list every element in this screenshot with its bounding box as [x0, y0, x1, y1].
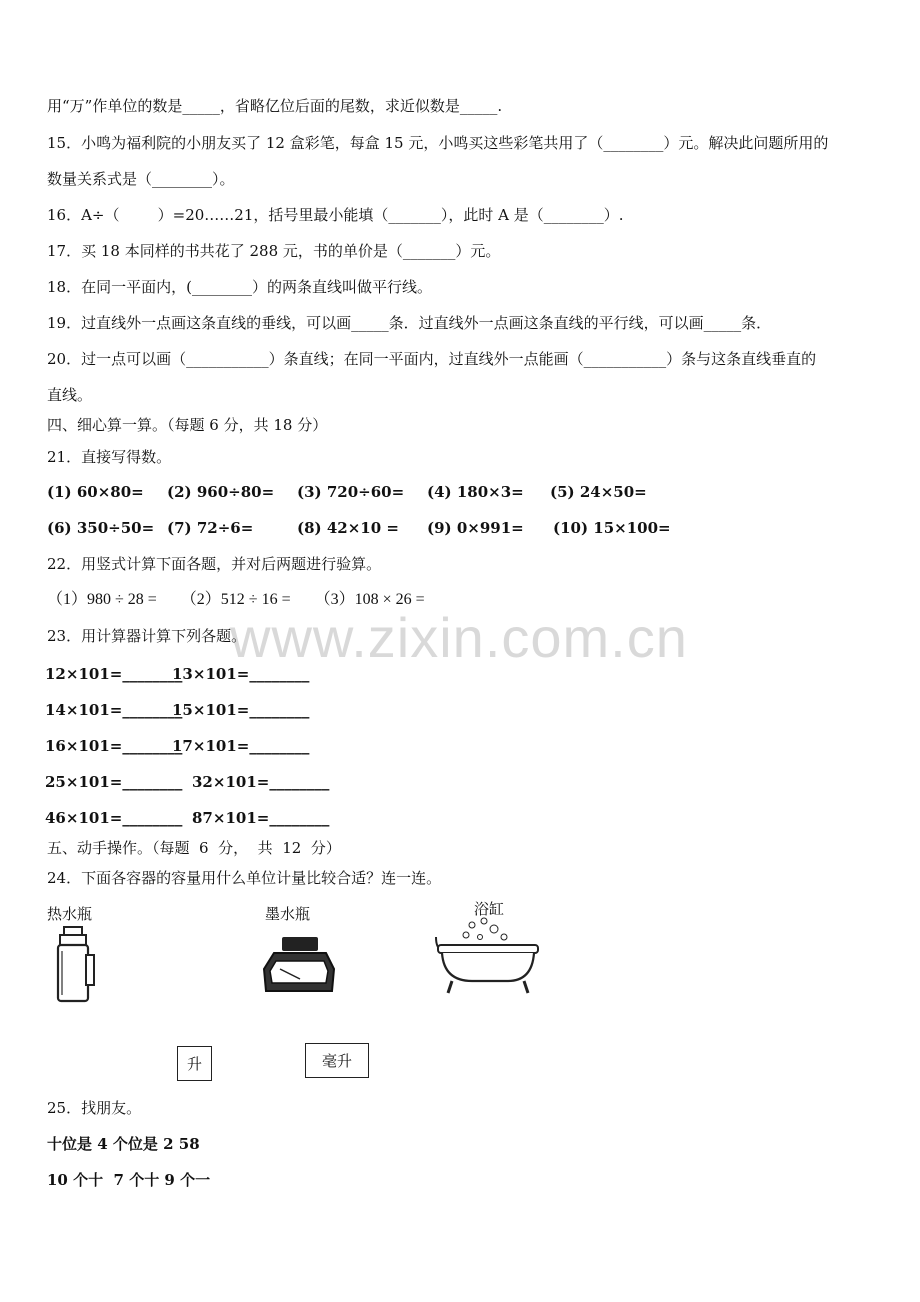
bathtub-label: 浴缸 — [474, 900, 505, 918]
q24: 24．下面各容器的容量用什么单位计量比较合适？连一连。 — [47, 869, 442, 887]
q21-item-6: (6) 350÷50= — [47, 519, 155, 537]
q21-item-1: (1) 60×80= — [47, 483, 144, 501]
q21-item-7: (7) 72÷6= — [167, 519, 254, 537]
q23-r3-c2: 17×101=________ — [172, 737, 310, 755]
ink-bottle-icon — [260, 935, 340, 995]
q20-line1: 20．过一点可以画（___________）条直线；在同一平面内，过直线外一点能画（___________）条与这条直线垂直的 — [47, 350, 817, 368]
q15-line2: 数量关系式是（________）。 — [47, 170, 235, 188]
thermos-label: 热水瓶 — [47, 905, 93, 923]
section-5-title: 五、动手操作。（每题 6 分， 共 12 分） — [47, 839, 341, 857]
q25: 25．找朋友。 — [47, 1099, 142, 1117]
q25-line1: 十位是 4 个位是 2 58 — [47, 1135, 200, 1153]
q23-r1-c2: 13×101=________ — [172, 665, 310, 683]
q23-r2-c1: 14×101=________ — [45, 701, 183, 719]
q23-r4-c2: 32×101=________ — [192, 773, 330, 791]
bathtub-icon — [432, 915, 542, 995]
q23-r4-c1: 25×101=________ — [45, 773, 183, 791]
q16: 16．A÷（ ）=20……21，括号里最小能填（_______），此时 A 是（________）. — [47, 206, 624, 224]
q21-item-3: (3) 720÷60= — [297, 483, 405, 501]
unit-liter-box[interactable]: 升 — [177, 1046, 212, 1081]
q21-item-8: (8) 42×10 = — [297, 519, 399, 537]
unit-milliliter-box[interactable]: 毫升 — [305, 1043, 369, 1078]
watermark: www.zixin.com.cn — [230, 606, 688, 669]
q18: 18．在同一平面内，(________）的两条直线叫做平行线。 — [47, 278, 432, 296]
q21-item-9: (9) 0×991= — [427, 519, 524, 537]
q23-r3-c1: 16×101=________ — [45, 737, 183, 755]
q25-line2: 10 个十 7 个十 9 个一 — [47, 1171, 211, 1189]
q22-items: （1）980 ÷ 28 = （2）512 ÷ 16 = （3）108 × 26 = — [47, 591, 425, 608]
q19: 19．过直线外一点画这条直线的垂线，可以画_____条．过直线外一点画这条直线的平行线，可以画_____条． — [47, 314, 772, 332]
q20-line2: 直线。 — [47, 386, 93, 404]
q23-r5-c1: 46×101=________ — [45, 809, 183, 827]
q22: 22．用竖式计算下面各题，并对后两题进行验算。 — [47, 555, 382, 573]
q23-r5-c2: 87×101=________ — [192, 809, 330, 827]
q14-line2: 用“万”作单位的数是_____，省略亿位后面的尾数，求近似数是_____. — [47, 97, 503, 115]
section-4-title: 四、细心算一算。（每题 6 分，共 18 分） — [47, 416, 328, 434]
ink-bottle-label: 墨水瓶 — [265, 905, 311, 923]
q23-r1-c1: 12×101=________ — [45, 665, 183, 683]
q15-line1: 15．小鸣为福利院的小朋友买了 12 盒彩笔，每盒 15 元，小鸣买这些彩笔共用了（________）元。解决此问题所用的 — [47, 134, 829, 152]
q21-item-2: (2) 960÷80= — [167, 483, 275, 501]
q21-item-5: (5) 24×50= — [550, 483, 647, 501]
q23-r2-c2: 15×101=________ — [172, 701, 310, 719]
q21-item-10: (10) 15×100= — [553, 519, 671, 537]
q21-item-4: (4) 180×3= — [427, 483, 524, 501]
q21: 21．直接写得数。 — [47, 448, 172, 466]
thermos-icon — [50, 925, 100, 1005]
q23: 23．用计算器计算下列各题。 — [47, 627, 247, 645]
q17: 17．买 18 本同样的书共花了 288 元，书的单价是（_______）元。 — [47, 242, 501, 260]
